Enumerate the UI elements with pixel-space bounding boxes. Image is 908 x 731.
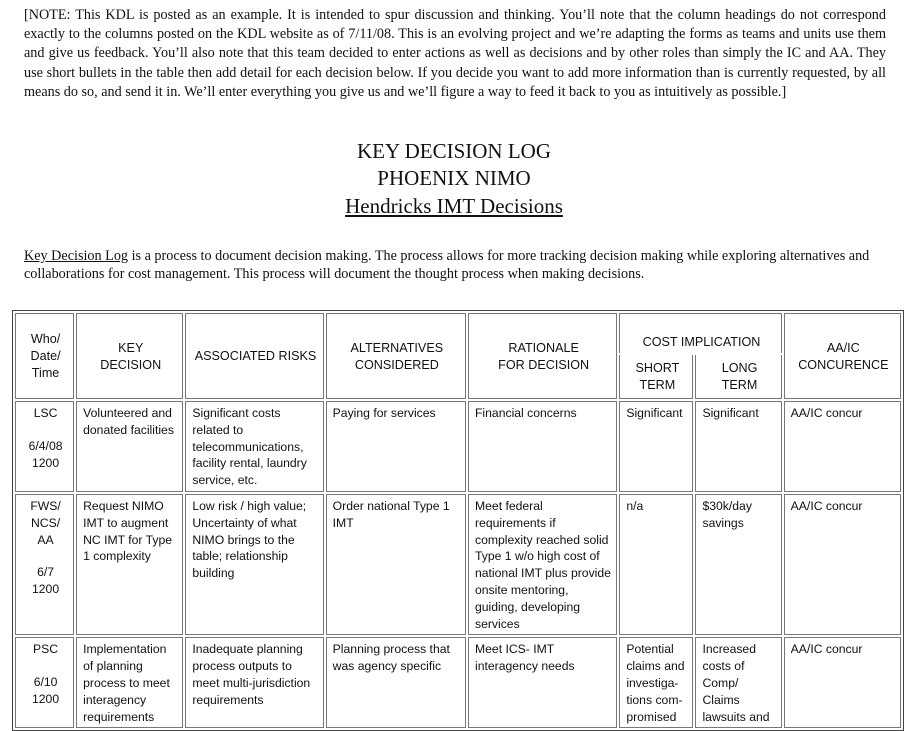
cell-short-term: n/a — [619, 494, 693, 635]
table-row — [15, 637, 901, 728]
cell-risks: Significant costs related to telecommunications, facility rental, laundry service, etc. — [185, 401, 323, 492]
cell-who — [15, 637, 74, 728]
cell-long-term: Significant — [695, 401, 781, 492]
date-time: 6/4/08 1200 — [28, 438, 63, 470]
header-long-term: LONG TERM — [695, 355, 781, 399]
key-decision-table — [12, 310, 904, 731]
cell-concurrence: AA/IC concur — [784, 494, 901, 635]
cell-risks: Low risk / high value; Uncertainty of what NIMO brings to the table; relationship building — [185, 494, 323, 635]
cell-alternatives: Paying for services — [326, 401, 466, 492]
cell-concurrence: AA/IC concur — [784, 401, 901, 492]
cell-decision: Request NIMO IMT to augment NC IMT for Type 1 complexity — [76, 494, 183, 635]
who-label: LSC — [33, 406, 58, 420]
table-row — [15, 401, 901, 492]
header-key-decision: KEY DECISION — [76, 313, 183, 399]
log-title: KEY DECISION LOG — [356, 139, 552, 163]
log-subtitle: PHOENIX NIMO — [377, 166, 531, 190]
note-paragraph: [NOTE: This KDL is posted as an example. It is intended to spur discussion and thinking. You’ll note that the column headings do not correspond exactly to the columns posted on the KDL website as of 7/11/08. This is an evolving project and we’re adapting the forms as teams and units use them and give us feedback. You’ll also note that this team decided to enter actions as well as decisions and by other roles than simply the IC and AA. They use short bullets in the table then add detail for each decision below. If you decide you want to add more information than is currently requested, by all means do so, and send it in. We’ll enter everything you give us and we’ll figure a way to feed it back to you as intuitively as possible.] — [24, 7, 886, 100]
log-team-title: Hendricks IMT Decisions — [345, 194, 563, 218]
cell-short-term: Significant — [619, 401, 693, 492]
intro-paragraph — [24, 247, 886, 283]
cell-long-term: $30k/day savings — [695, 494, 781, 635]
header-alternatives: ALTERNATIVES CONSIDERED — [326, 313, 466, 399]
who-label: FWS/ NCS/ AA — [30, 498, 61, 547]
header-rationale: RATIONALE FOR DECISION — [468, 313, 617, 399]
intro-term: Key Decision Log — [24, 248, 129, 264]
cell-risks: Inadequate planning process outputs to meet multi-jurisdiction requirements — [185, 637, 323, 728]
cell-rationale: Financial concerns — [468, 401, 617, 492]
intro-text: is a process to document decision making. The process allows for more tracking decision making while exploring alternatives and collaborations for cost management. This process will document the thought process when making decisions. — [24, 248, 870, 282]
cell-long-term: Increased costs of Comp/ Claims lawsuits and — [695, 637, 781, 728]
cell-rationale: Meet ICS- IMT interagency needs — [468, 637, 617, 728]
header-row — [15, 313, 901, 353]
header-cost-implication: COST IMPLICATION — [619, 313, 781, 353]
table-row — [15, 494, 901, 635]
header-associated-risks: ASSOCIATED RISKS — [185, 313, 323, 399]
cell-alternatives: Planning process that was agency specific — [326, 637, 466, 728]
header-concurrence: AA/IC CONCURENCE — [784, 313, 901, 399]
header-who-date-time: Who/ Date/ Time — [15, 313, 74, 399]
cell-short-term: Potential claims and investiga-tions com-promised — [619, 637, 693, 728]
cell-rationale: Meet federal requirements if complexity reached solid Type 1 w/o high cost of national IMT plus provide onsite mentoring, guiding, developing services — [468, 494, 617, 635]
cell-alternatives: Order national Type 1 IMT — [326, 494, 466, 635]
cell-decision: Implementation of planning process to meet interagency requirements — [76, 637, 183, 728]
header-short-term: SHORT TERM — [619, 355, 693, 399]
cell-concurrence: AA/IC concur — [784, 637, 901, 728]
date-time: 6/10 1200 — [32, 675, 60, 706]
date-time: 6/7 1200 — [32, 565, 60, 597]
cell-who — [15, 494, 74, 635]
who-label: PSC — [33, 642, 59, 657]
cell-who — [15, 401, 74, 492]
cell-decision: Volunteered and donated facilities — [76, 401, 183, 492]
